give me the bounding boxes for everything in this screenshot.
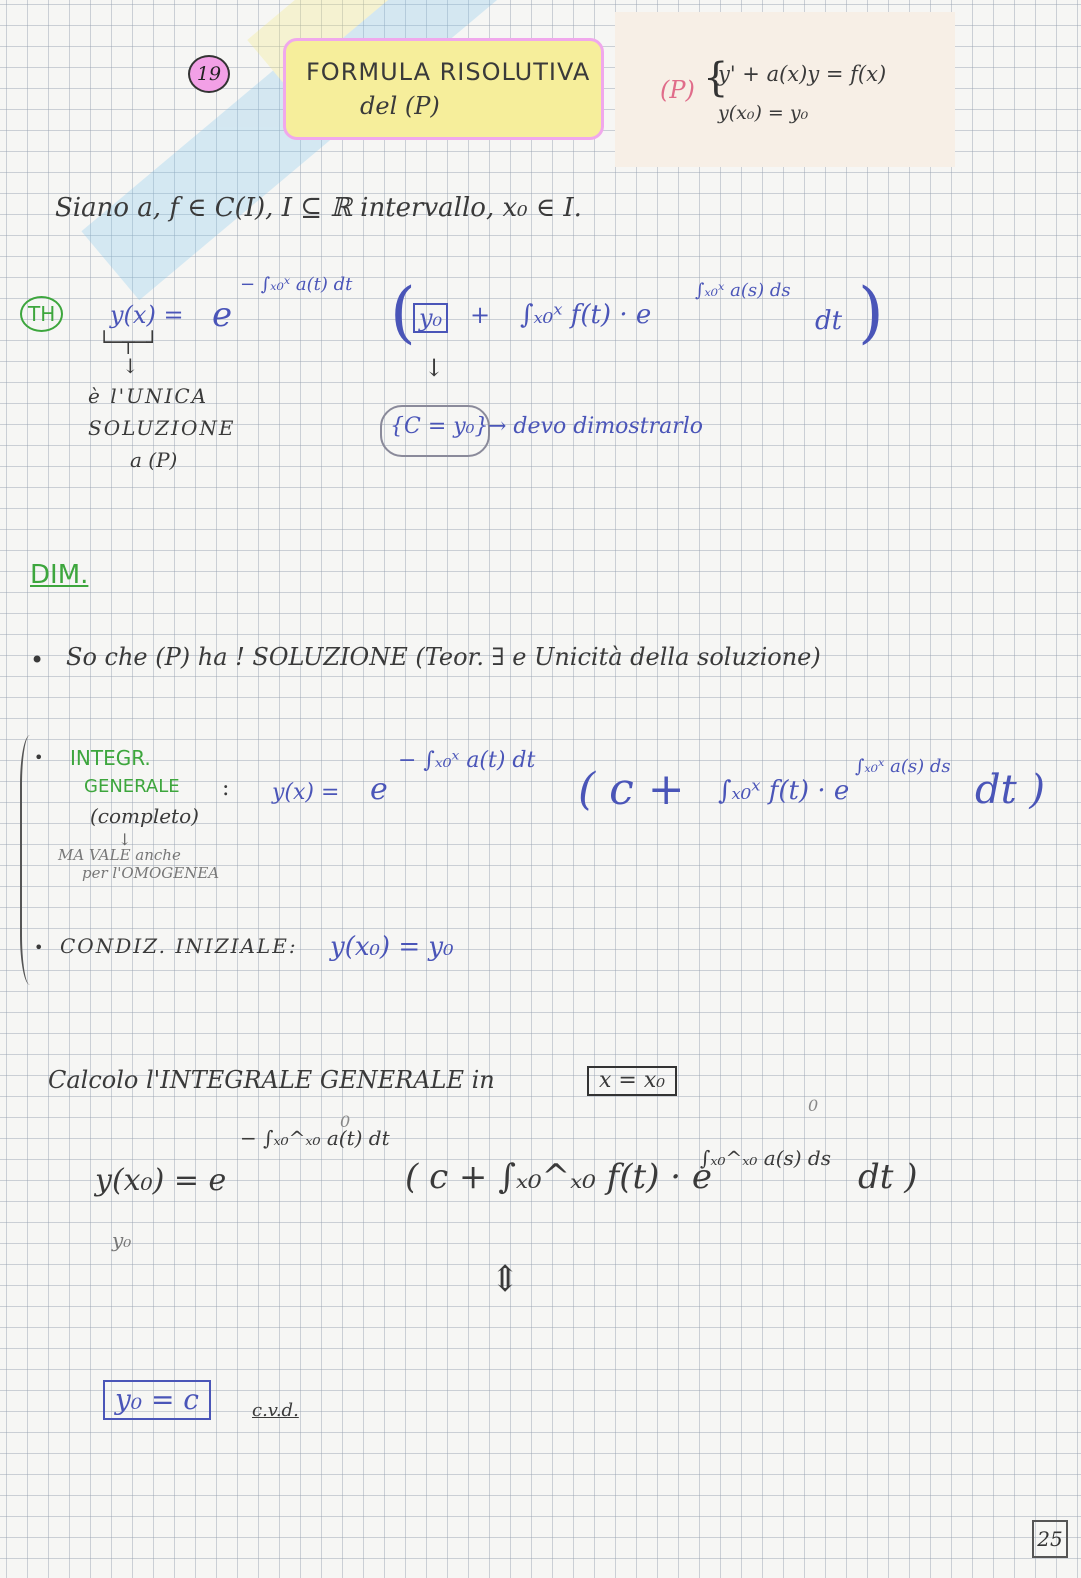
- general-label-2: GENERALE: [84, 776, 180, 797]
- homog-arrow: ↓: [118, 830, 132, 849]
- y0-down-arrow: ↓: [424, 354, 445, 382]
- initial-equation: y(x₀) = y₀: [330, 932, 454, 962]
- theorem-close-paren: ): [858, 274, 884, 351]
- system-brace: {: [703, 55, 729, 101]
- equivalence-arrow: ⇕: [490, 1259, 521, 1300]
- proof-label: DIM.: [30, 560, 89, 590]
- system-label: (P): [660, 76, 695, 104]
- hypothesis-text: Siano a, f ∈ C(I), I ⊆ ℝ intervallo, x₀ ∈ I.: [55, 193, 582, 223]
- eval-body: ( c + ∫ₓ₀^ₓ₀ f(t) · e: [405, 1157, 712, 1197]
- general-exp-power: − ∫ₓ₀ˣ a(t) dt: [398, 748, 536, 773]
- note-unique-2: SOLUZIONE: [88, 416, 236, 440]
- bullet-1-text: So che (P) ha ! SOLUZIONE (Teor. ∃ e Unicità della soluzione): [66, 643, 821, 671]
- theorem-badge: TH: [20, 296, 63, 332]
- theorem-exp-power: − ∫ₓ₀ˣ a(t) dt: [240, 274, 353, 295]
- theorem-open-paren: (: [390, 274, 416, 351]
- eval-lhs: y(x₀) = e: [95, 1163, 227, 1198]
- note-to-prove: → devo dimostrarlo: [488, 414, 703, 439]
- zero-marker-2: 0: [808, 1096, 819, 1115]
- calc-line: Calcolo l'INTEGRALE GENERALE in: [48, 1066, 495, 1094]
- bullet-1-dot: •: [30, 646, 45, 674]
- theorem-dt: dt: [815, 306, 843, 336]
- theorem-y0-boxed: y₀: [413, 303, 448, 333]
- theorem-plus: +: [470, 301, 491, 329]
- note-unique-1: è l'UNICA: [88, 384, 209, 408]
- note-homog-1: MA VALE anche: [58, 846, 181, 864]
- note-unique-3: a (P): [130, 448, 178, 472]
- eval-inner-power: ∫ₓ₀^ₓ₀ a(s) ds: [700, 1146, 831, 1170]
- general-exp-base: e: [370, 772, 388, 807]
- general-lhs: y(x) =: [272, 780, 340, 805]
- bullet-3-dot: •: [34, 938, 44, 957]
- general-label-3: (completo): [90, 804, 199, 828]
- initial-label: CONDIZ. INIZIALE:: [60, 934, 298, 958]
- page-number: 25: [1032, 1520, 1068, 1558]
- general-colon: :: [222, 776, 230, 801]
- general-label-1: INTEGR.: [70, 746, 151, 770]
- general-inner-power: ∫ₓ₀ˣ a(s) ds: [855, 756, 951, 777]
- title-line-1: FORMULA RISOLUTIVA: [306, 58, 591, 86]
- theorem-underline-arrow: └─┬─┘: [98, 330, 159, 354]
- theorem-inner-power: ∫ₓ₀ˣ a(s) ds: [695, 280, 791, 301]
- general-dt: dt ): [975, 767, 1045, 813]
- eval-dt: dt ): [858, 1157, 918, 1197]
- theorem-down-arrow: ↓: [122, 354, 139, 378]
- general-c-plus: ( c +: [578, 764, 685, 815]
- system-equation-2: y(x₀) = y₀: [718, 102, 809, 124]
- note-c-equals-y0: {C = y₀}: [390, 414, 489, 439]
- eval-power: − ∫ₓ₀^ₓ₀ a(t) dt: [240, 1126, 390, 1150]
- eval-under-y0: y₀: [112, 1228, 132, 1252]
- theorem-exp-base: e: [212, 295, 233, 335]
- calc-box: x = x₀: [587, 1066, 677, 1096]
- zero-marker-1: 0: [340, 1112, 351, 1131]
- qed: c.v.d.: [252, 1400, 299, 1421]
- exercise-number: 19: [188, 55, 230, 93]
- note-homog-2: per l'OMOGENEA: [82, 864, 220, 882]
- bullet-2-dot: •: [34, 748, 44, 767]
- theorem-integral: ∫ₓ₀ˣ f(t) · e: [520, 300, 652, 330]
- result-boxed: y₀ = c: [103, 1380, 211, 1420]
- general-integral: ∫ₓ₀ˣ f(t) · e: [718, 776, 850, 806]
- theorem-lhs: y(x) =: [110, 301, 184, 329]
- title-line-2: del (P): [360, 92, 440, 120]
- title-highlight: [283, 38, 604, 140]
- system-equation-1: y' + a(x)y = f(x): [718, 62, 887, 86]
